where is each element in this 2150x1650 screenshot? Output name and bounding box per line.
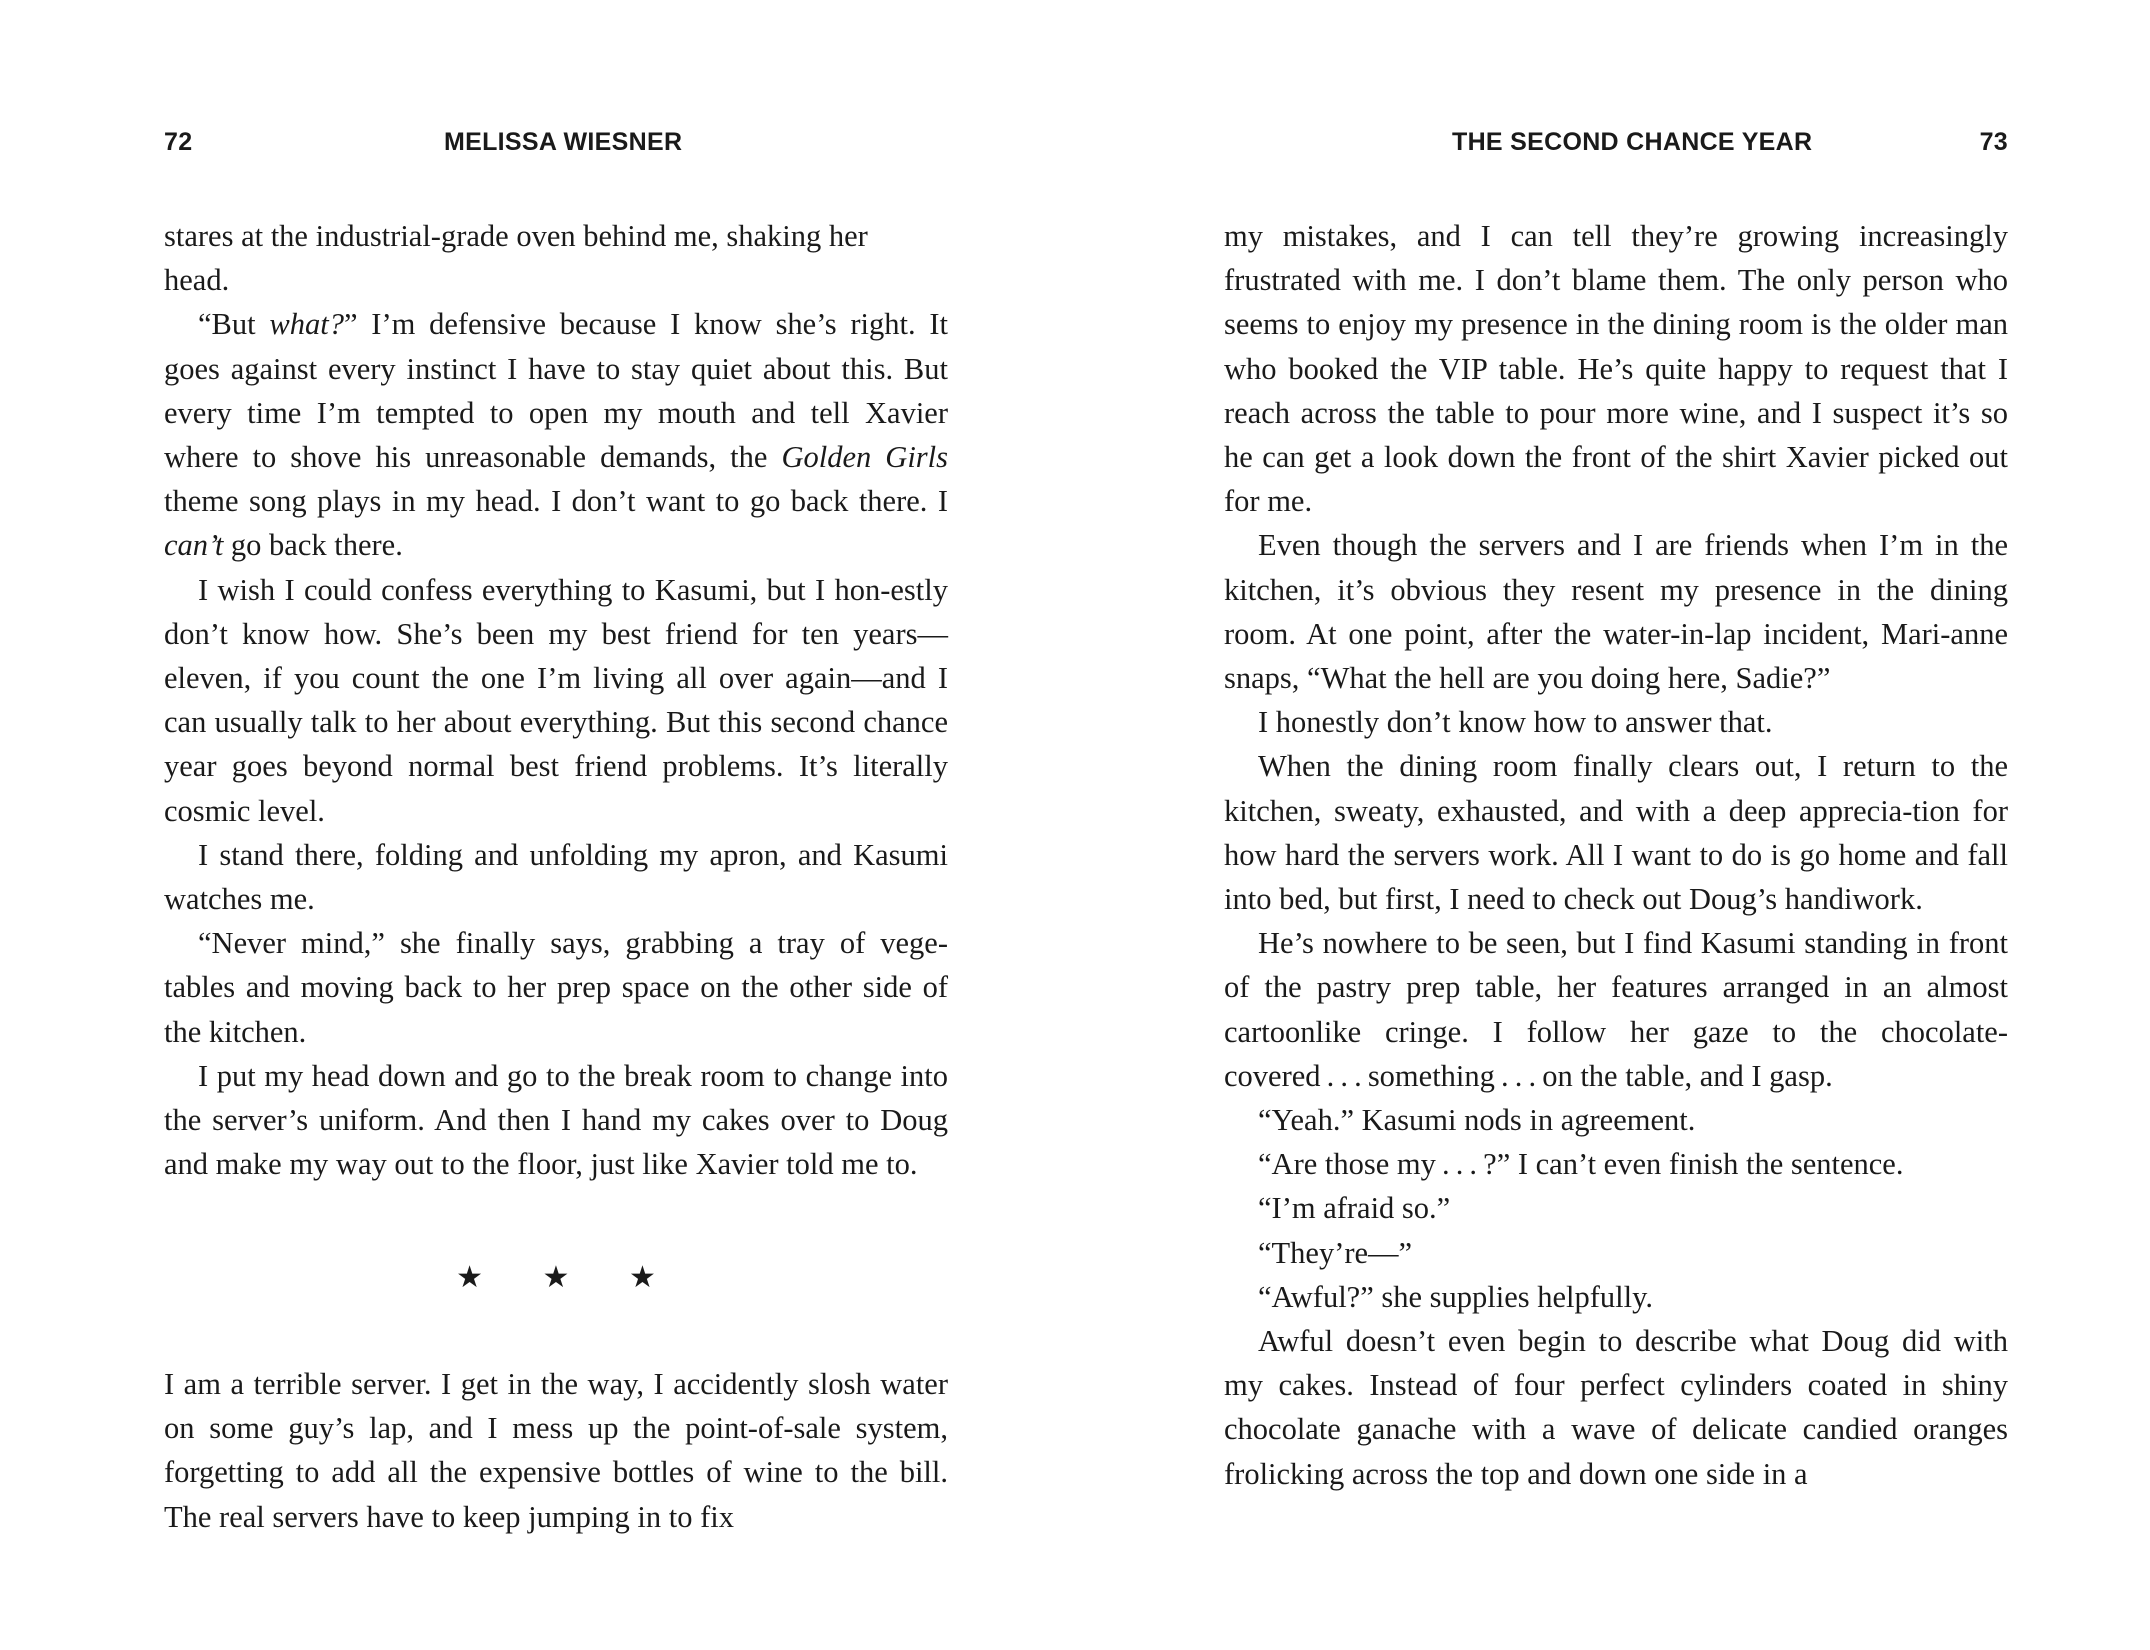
right-body-text [1224,214,2008,1496]
paragraph: “Never mind,” she finally says, grabbing a tray of vege-tables and moving back to her prep space on the other side of the kitchen. [164,926,948,1049]
paragraph: “They’re—” [1258,1235,1413,1270]
paragraph: I honestly don’t know how to answer that. [1258,705,1773,740]
paragraph: stares at the industrial-grade oven behind me, shaking her head. [164,219,868,298]
paragraph: He’s nowhere to be seen, but I find Kasumi standing in front of the pastry prep table, her features arranged in an almost cartoonlike cringe. I follow her gaze to the chocolate-covered . . . something . . . on the table, and I gasp. [1224,926,2008,1093]
right-running-title: THE SECOND CHANCE YEAR [1452,128,1813,156]
left-running-head [164,128,948,162]
paragraph: I am a terrible server. I get in the way, I accidently slosh water on some guy’s lap, and I mess up the point-of-sale system, forgetting to add all the expensive bottles of wine to the bill. The real servers have to keep jumping in to fix [164,1367,948,1534]
left-body-text-after-break [164,1362,948,1539]
paragraph: When the dining room finally clears out, I return to the kitchen, sweaty, exhausted, and with a deep apprecia-tion for how hard the servers work. All I want to do is go home and fall into bed, but first, I need to check out Doug’s handiwork. [1224,749,2008,917]
paragraph: “Awful?” she supplies helpfully. [1258,1279,1654,1314]
paragraph: I put my head down and go to the break room to change into the server’s uniform. And then I hand my cakes over to Doug and make my way out to the floor, just like Xavier told me to. [164,1058,948,1182]
paragraph: Even though the servers and I are friends when I’m in the kitchen, it’s obvious they resent my presence in the dining room. At one point, after the water-in-lap incident, Mari-anne snaps, “What the hell are you doing here, Sadie?” [1224,528,2008,696]
right-page [1224,0,2008,1650]
right-page-number: 73 [1979,128,2008,156]
paragraph: Awful doesn’t even begin to describe what Doug did with my cakes. Instead of four perfect cylinders coated in shiny chocolate ganache with a wave of delicate candied oranges frolicking across the top and down one side in a [1224,1324,2008,1491]
left-running-title: MELISSA WIESNER [444,128,683,156]
right-running-head [1224,128,2008,162]
paragraph: my mistakes, and I can tell they’re growing increasingly frustrated with me. I don’t blame them. The only person who seems to enjoy my presence in the dining room is the older man who booked the VIP table. He’s quite happy to request that I reach across the table to pour more wine, and I suspect it’s so he can get a look down the front of the shirt Xavier picked out for me. [1224,219,2008,519]
left-page-number: 72 [164,128,193,156]
paragraph: “But what?” I’m defensive because I know she’s right. It goes against every instinct I have to stay quiet about this. But every time I’m tempted to open my mouth and tell Xavier where to shove his unreasonable demands, the Golden Girls theme song plays in my head. I don’t want to go back there. I can’t go back there. [164,307,949,563]
left-body-text [164,214,948,1186]
paragraph: “Yeah.” Kasumi nods in agreement. [1258,1103,1696,1138]
paragraph: “I’m afraid so.” [1258,1191,1451,1226]
scene-break: ★ ★ ★ [456,1261,682,1294]
paragraph: “Are those my . . . ?” I can’t even finish the sentence. [1258,1147,1904,1182]
left-page [164,0,948,1650]
paragraph: I stand there, folding and unfolding my apron, and Kasumi watches me. [164,837,948,917]
paragraph: I wish I could confess everything to Kasumi, but I hon-estly don’t know how. She’s been my best friend for ten years—eleven, if you count the one I’m living all over again—and I can usually talk to her about everything. But this second chance year goes beyond normal best friend problems. It’s literally cosmic level. [164,572,948,828]
